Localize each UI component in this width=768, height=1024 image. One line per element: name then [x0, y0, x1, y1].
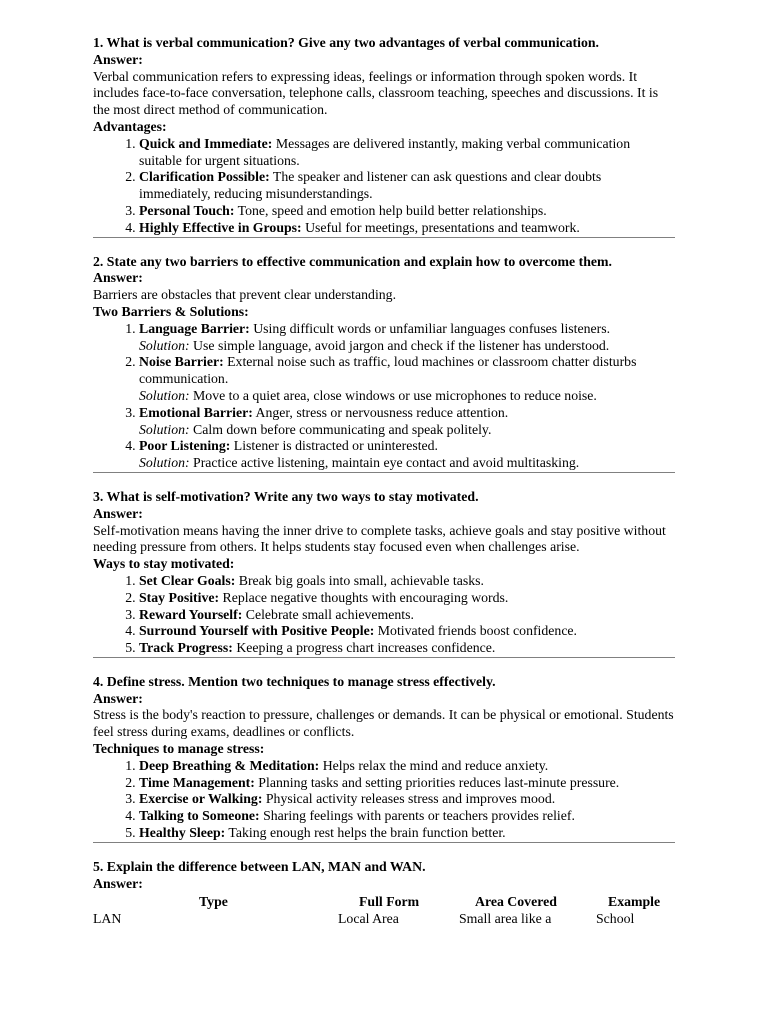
item-desc: Celebrate small achievements.: [242, 606, 414, 622]
item-desc: Physical activity releases stress and improves mood.: [262, 791, 556, 807]
answer-label: Answer:: [93, 51, 143, 67]
question-title: 4. Define stress. Mention two techniques to manage stress effectively.: [93, 673, 496, 689]
item-term: Clarification Possible:: [139, 169, 270, 185]
solution-text: Use simple language, avoid jargon and check if the listener has understood.: [189, 337, 610, 353]
answer-label: Answer:: [93, 505, 143, 521]
list-item: [139, 321, 675, 355]
solution-text: Calm down before communicating and speak politely.: [189, 421, 492, 437]
solution-text: Practice active listening, maintain eye contact and avoid multitasking.: [189, 455, 580, 471]
sub-heading: Ways to stay motivated:: [93, 556, 235, 572]
question-3: [93, 489, 675, 657]
question-1: [93, 35, 675, 237]
table-cell: Small area like a: [459, 911, 552, 927]
item-desc: Listener is distracted or uninterested.: [230, 438, 438, 454]
list-item: [139, 640, 675, 657]
stress-techniques-list: [93, 758, 675, 842]
answer-text: Barriers are obstacles that prevent clear understanding.: [93, 287, 397, 303]
answer-label: Answer:: [93, 875, 143, 891]
answer-label: Answer:: [93, 690, 143, 706]
question-title: 3. What is self-motivation? Write any two ways to stay motivated.: [93, 488, 479, 504]
list-item: [139, 825, 675, 842]
item-term: Language Barrier:: [139, 320, 250, 336]
list-item: [139, 203, 675, 220]
item-term: Stay Positive:: [139, 589, 220, 605]
sub-heading: Two Barriers & Solutions:: [93, 303, 249, 319]
list-item: [139, 573, 675, 590]
table-row: [93, 911, 693, 929]
item-desc: Sharing feelings with parents or teachers provides relief.: [259, 808, 575, 824]
item-term: Noise Barrier:: [139, 354, 224, 370]
list-item: [139, 758, 675, 775]
solution-label: Solution:: [139, 455, 190, 471]
item-desc: Tone, speed and emotion help build better relationships.: [234, 202, 547, 218]
table-header-row: [93, 892, 693, 911]
solution-text: Move to a quiet area, close windows or use microphones to reduce noise.: [189, 387, 597, 403]
solution-label: Solution:: [139, 421, 190, 437]
answer-text: Verbal communication refers to expressing ideas, feelings or information through spoken words. It includes face-to-face conversation, telephone calls, classroom teaching, speeches and discussions. It is the most direct method of communication.: [93, 68, 659, 118]
motivation-list: [93, 573, 675, 657]
item-desc: Useful for meetings, presentations and teamwork.: [301, 219, 580, 235]
column-header: Full Form: [359, 893, 420, 909]
table-cell: LAN: [93, 911, 122, 927]
list-item: [139, 791, 675, 808]
item-desc: Keeping a progress chart increases confidence.: [232, 640, 496, 656]
table-cell: School: [596, 911, 635, 927]
item-desc: Break big goals into small, achievable tasks.: [235, 572, 484, 588]
barriers-list: [93, 321, 675, 472]
list-item: [139, 405, 675, 439]
list-item: [139, 775, 675, 792]
section-divider: [93, 657, 675, 658]
item-term: Poor Listening:: [139, 438, 231, 454]
item-term: Surround Yourself with Positive People:: [139, 623, 375, 639]
item-desc: The speaker and listener can ask questions and clear doubts immediately, reducing misunderstandings.: [139, 169, 602, 202]
item-term: Track Progress:: [139, 640, 233, 656]
document-page: [93, 35, 675, 929]
item-desc: Anger, stress or nervousness reduce attention.: [252, 404, 509, 420]
table-cell: Local Area: [338, 911, 399, 927]
answer-text: Self-motivation means having the inner drive to complete tasks, achieve goals and stay positive without needing pressure from others. It helps students stay focused even when challenges arise.: [93, 522, 666, 555]
item-term: Talking to Someone:: [139, 808, 260, 824]
question-2: [93, 254, 675, 472]
solution-line: [139, 388, 675, 405]
item-desc: Messages are delivered instantly, making verbal communication suitable for urgent situations.: [139, 135, 631, 168]
question-4: [93, 674, 675, 842]
section-divider: [93, 237, 675, 238]
advantages-list: [93, 136, 675, 237]
sub-heading: Techniques to manage stress:: [93, 741, 265, 757]
column-header: Area Covered: [475, 893, 557, 909]
item-desc: Taking enough rest helps the brain function better.: [225, 825, 506, 841]
section-divider: [93, 472, 675, 473]
item-term: Reward Yourself:: [139, 606, 243, 622]
sub-heading: Advantages:: [93, 118, 167, 134]
question-5: [93, 859, 675, 930]
item-term: Quick and Immediate:: [139, 135, 273, 151]
section-divider: [93, 842, 675, 843]
item-desc: Planning tasks and setting priorities reduces last-minute pressure.: [254, 774, 620, 790]
item-term: Exercise or Walking:: [139, 791, 263, 807]
item-desc: Replace negative thoughts with encouraging words.: [219, 589, 509, 605]
list-item: [139, 220, 675, 237]
item-term: Highly Effective in Groups:: [139, 219, 302, 235]
list-item: [139, 438, 675, 472]
list-item: [139, 169, 675, 203]
column-header: Type: [199, 893, 228, 909]
solution-label: Solution:: [139, 337, 190, 353]
list-item: [139, 136, 675, 170]
list-item: [139, 590, 675, 607]
question-title: 5. Explain the difference between LAN, MAN and WAN.: [93, 858, 426, 874]
solution-line: [139, 455, 675, 472]
list-item: [139, 808, 675, 825]
answer-label: Answer:: [93, 270, 143, 286]
item-term: Time Management:: [139, 774, 255, 790]
solution-label: Solution:: [139, 387, 190, 403]
column-header: Example: [608, 893, 661, 909]
question-title: 1. What is verbal communication? Give any two advantages of verbal communication.: [93, 35, 600, 50]
item-term: Set Clear Goals:: [139, 572, 236, 588]
network-comparison-table: [93, 892, 693, 929]
item-term: Personal Touch:: [139, 202, 235, 218]
item-desc: Motivated friends boost confidence.: [374, 623, 578, 639]
item-term: Healthy Sleep:: [139, 825, 226, 841]
answer-text: Stress is the body's reaction to pressure, challenges or demands. It can be physical or emotional. Students feel stress during exams, deadlines or conflicts.: [93, 707, 674, 740]
solution-line: [139, 338, 675, 355]
solution-line: [139, 422, 675, 439]
question-title: 2. State any two barriers to effective communication and explain how to overcome them.: [93, 253, 612, 269]
item-desc: Helps relax the mind and reduce anxiety.: [319, 757, 549, 773]
item-desc: Using difficult words or unfamiliar languages confuses listeners.: [249, 320, 611, 336]
item-term: Emotional Barrier:: [139, 404, 253, 420]
item-term: Deep Breathing & Meditation:: [139, 757, 320, 773]
list-item: [139, 607, 675, 624]
list-item: [139, 623, 675, 640]
list-item: [139, 354, 675, 404]
item-desc: External noise such as traffic, loud machines or classroom chatter disturbs communication.: [139, 354, 637, 387]
